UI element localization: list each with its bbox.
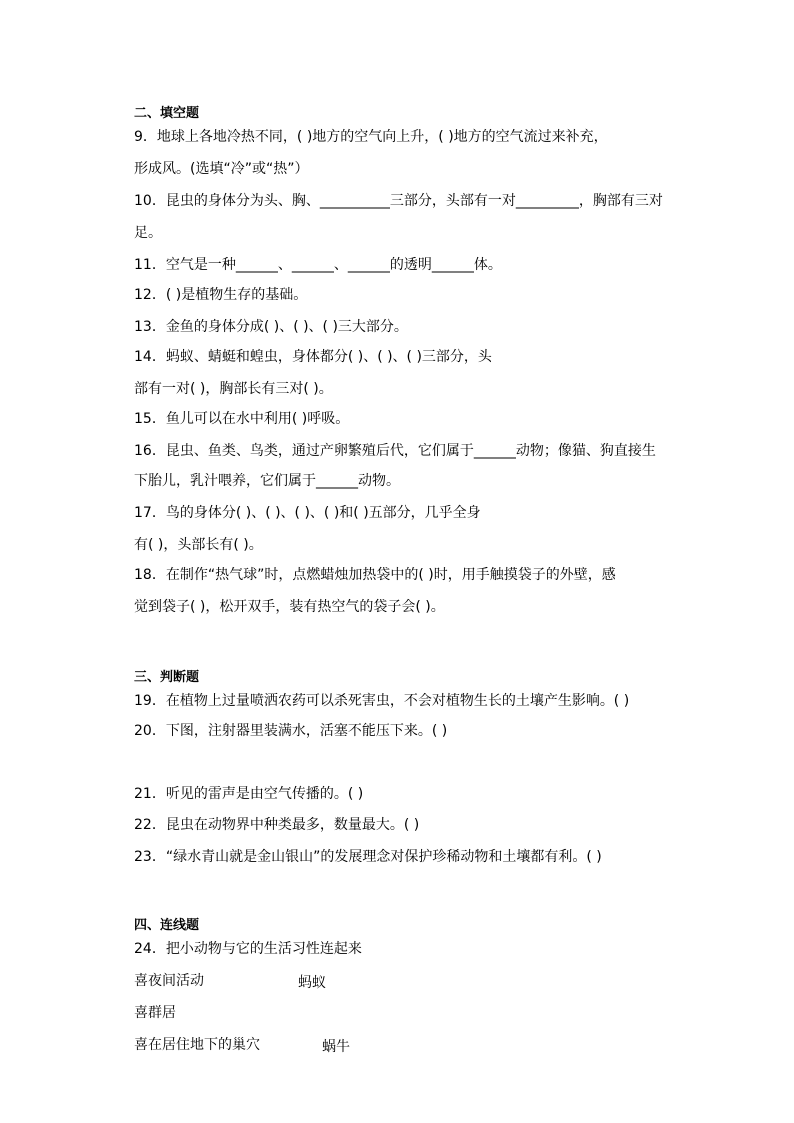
question-line: 18．在制作“热气球”时，点燃蜡烛加热袋中的( )时，用手触摸袋子的外壁，感 bbox=[134, 567, 616, 583]
question-line: 部有一对( )，胸部长有三对( )。 bbox=[134, 381, 333, 397]
question-line: 形成风。(选填“冷”或“热”） bbox=[134, 161, 309, 177]
judge-line: 21．听见的雷声是由空气传播的。( ) bbox=[134, 786, 364, 802]
question-line: 16．昆虫、鱼类、鸟类，通过产卵繁殖后代，它们属于______动物；像猫、狗直接生 bbox=[134, 443, 656, 459]
question-line: 14．蚂蚁、蜻蜓和蝗虫，身体都分( )、( )、( )三部分，头 bbox=[134, 349, 492, 365]
match-right-item: 蜗牛 bbox=[322, 1039, 350, 1055]
judge-line: 23．“绿水青山就是金山银山”的发展理念对保护珍稀动物和土壤都有利。( ) bbox=[134, 849, 602, 865]
match-left-item: 喜夜间活动 bbox=[134, 973, 204, 989]
section-title-match: 四、连线题 bbox=[134, 918, 200, 933]
question-line: 13．金鱼的身体分成( )、( )、( )三大部分。 bbox=[134, 319, 408, 335]
judge-line: 19．在植物上过量喷洒农药可以杀死害虫，不会对植物生长的土壤产生影响。( ) bbox=[134, 693, 630, 709]
question-line: 9．地球上各地冷热不同，( )地方的空气向上升，( )地方的空气流过来补充， bbox=[134, 129, 608, 145]
question-line: 下胎儿，乳汁喂养，它们属于______动物。 bbox=[134, 473, 400, 489]
match-left-item: 喜群居 bbox=[134, 1005, 176, 1021]
question-line: 11．空气是一种______、______、______的透明______体。 bbox=[134, 257, 502, 273]
section-title-judge: 三、判断题 bbox=[134, 670, 200, 685]
question-line: 觉到袋子( )，松开双手，装有热空气的袋子会( )。 bbox=[134, 599, 445, 615]
judge-line: 22．昆虫在动物界中种类最多，数量最大。( ) bbox=[134, 817, 420, 833]
question-line: 10．昆虫的身体分为头、胸、__________三部分，头部有一对_________，胸部有三对 bbox=[134, 193, 663, 209]
section-title-fill: 二、填空题 bbox=[134, 106, 200, 121]
question-line: 12．( )是植物生存的基础。 bbox=[134, 287, 308, 303]
match-question: 24．把小动物与它的生活习性连起来 bbox=[134, 941, 362, 957]
question-line: 足。 bbox=[134, 225, 162, 241]
match-right-item: 蚂蚁 bbox=[298, 975, 326, 991]
question-line: 17．鸟的身体分( )、( )、( )、( )和( )五部分，几乎全身 bbox=[134, 505, 481, 521]
question-line: 有( )，头部长有( )。 bbox=[134, 537, 263, 553]
question-line: 15．鱼儿可以在水中利用( )呼吸。 bbox=[134, 411, 350, 427]
judge-line: 20．下图，注射器里装满水，活塞不能压下来。( ) bbox=[134, 723, 448, 739]
match-left-item: 喜在居住地下的巢穴 bbox=[134, 1037, 260, 1053]
